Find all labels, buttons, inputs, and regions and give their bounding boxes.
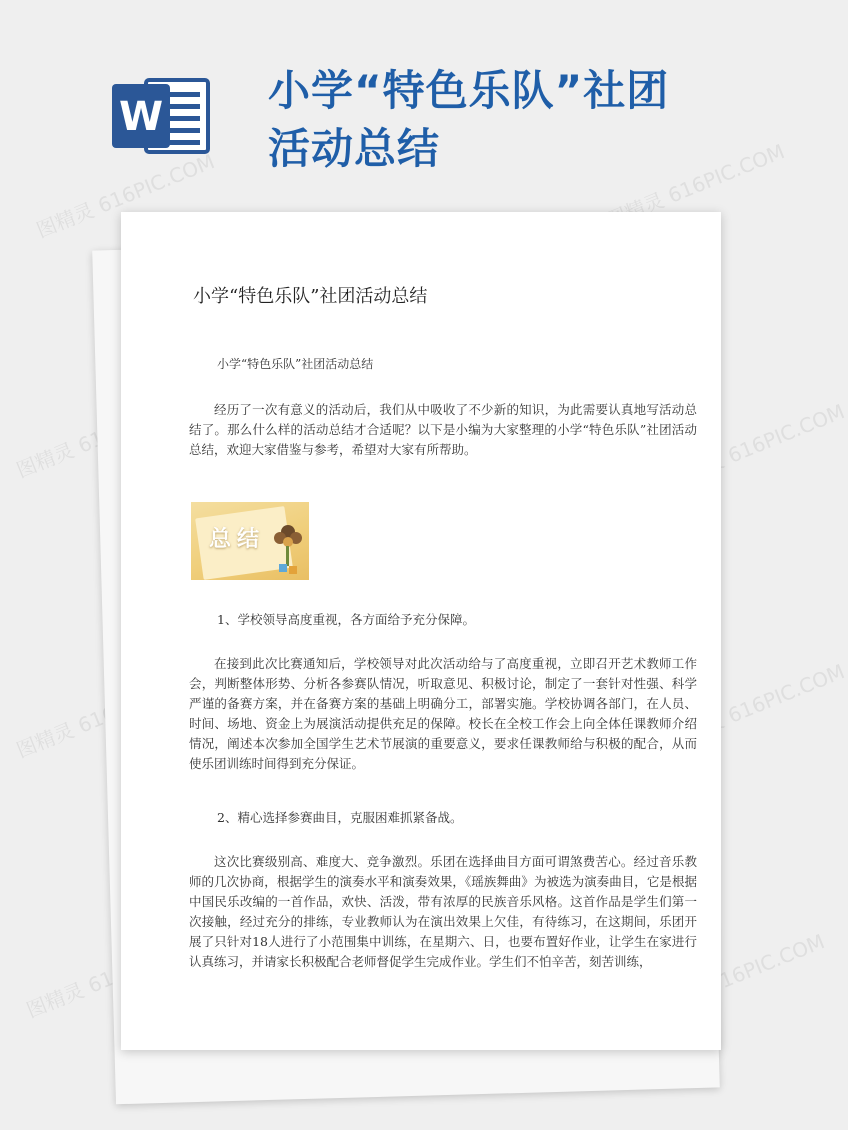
watermark: 图精灵 bbox=[22, 977, 88, 1023]
document-title: 小学“特色乐队”社团活动总结 bbox=[193, 286, 428, 307]
word-icon-letter: W bbox=[118, 94, 164, 140]
watermark: 图精灵 616PIC.COM bbox=[32, 149, 218, 243]
intro-paragraph: 经历了一次有意义的活动后，我们从中吸收了不少新的知识，为此需要认真地写活动总结了。那么什么样的活动总结才合适呢？以下是小编为大家整理的小学“特色乐队”社团活动总结，欢迎大家借鉴与参考，希望对大家有所帮助。 bbox=[189, 402, 697, 457]
document-page bbox=[121, 212, 721, 1050]
page-title-line-2: 活动总结 bbox=[268, 124, 441, 173]
summary-image bbox=[191, 502, 309, 580]
page-title-line-1: 小学“特色乐队”社团 bbox=[268, 66, 670, 115]
watermark: 图精灵 bbox=[12, 717, 78, 763]
section-heading-2: 2、精心选择参赛曲目，克服困难抓紧备战。 bbox=[217, 810, 463, 825]
section-paragraph-1: 在接到此次比赛通知后，学校领导对此次活动给与了高度重视，立即召开艺术教师工作会，判断整体形势、分析各参赛队情况，听取意见、积极讨论，制定了一套针对性强、科学严谨的备赛方案，并在备赛方案的基础上明确分工，部署实施。学校协调各部门，在人员、时间、场地、资金上为展演活动提供充足的保障。校长在全校工作会上向全体任课教师介绍情况，阐述本次参加全国学生艺术节展演的重要意义，要求任课教师给与积极的配合，从而使乐团训练时间得到充分保证。 bbox=[189, 656, 697, 771]
page-title bbox=[268, 62, 669, 178]
word-document-icon bbox=[112, 76, 212, 156]
watermark: 图精灵 616PIC.COM bbox=[662, 659, 848, 753]
section-heading-1: 1、学校领导高度重视，各方面给予充分保障。 bbox=[217, 612, 475, 627]
watermark: 图精灵 bbox=[12, 437, 78, 483]
summary-image-label: 总结 bbox=[209, 527, 266, 552]
document-subtitle: 小学“特色乐队”社团活动总结 bbox=[217, 357, 374, 371]
watermark: 图精灵 616PIC.COM bbox=[662, 399, 848, 493]
section-paragraph-2: 这次比赛级别高、难度大、竞争激烈。乐团在选择曲目方面可谓煞费苦心。经过音乐教师的几次协商，根据学生的演奏水平和演奏效果，《瑶族舞曲》为被选为演奏曲目，它是根据中国民乐改编的一首作品，欢快、活泼，带有浓厚的民族音乐风格。这首作品是学生们第一次接触，经过充分的排练，专业教师认为在演出效果上欠佳，有待练习，在这期间，乐团开展了只针对18人进行了小范围集中训练，在星期六、日，也要布置好作业，让学生在家进行认真练习，并请家长积极配合老师督促学生完成作业。学生们不怕辛苦，刻苦训练， bbox=[189, 854, 697, 969]
watermark: 图精灵 616PIC.COM bbox=[642, 929, 828, 1023]
flower-icon bbox=[271, 520, 305, 576]
watermark: 图精灵 616PIC.COM bbox=[602, 139, 788, 233]
